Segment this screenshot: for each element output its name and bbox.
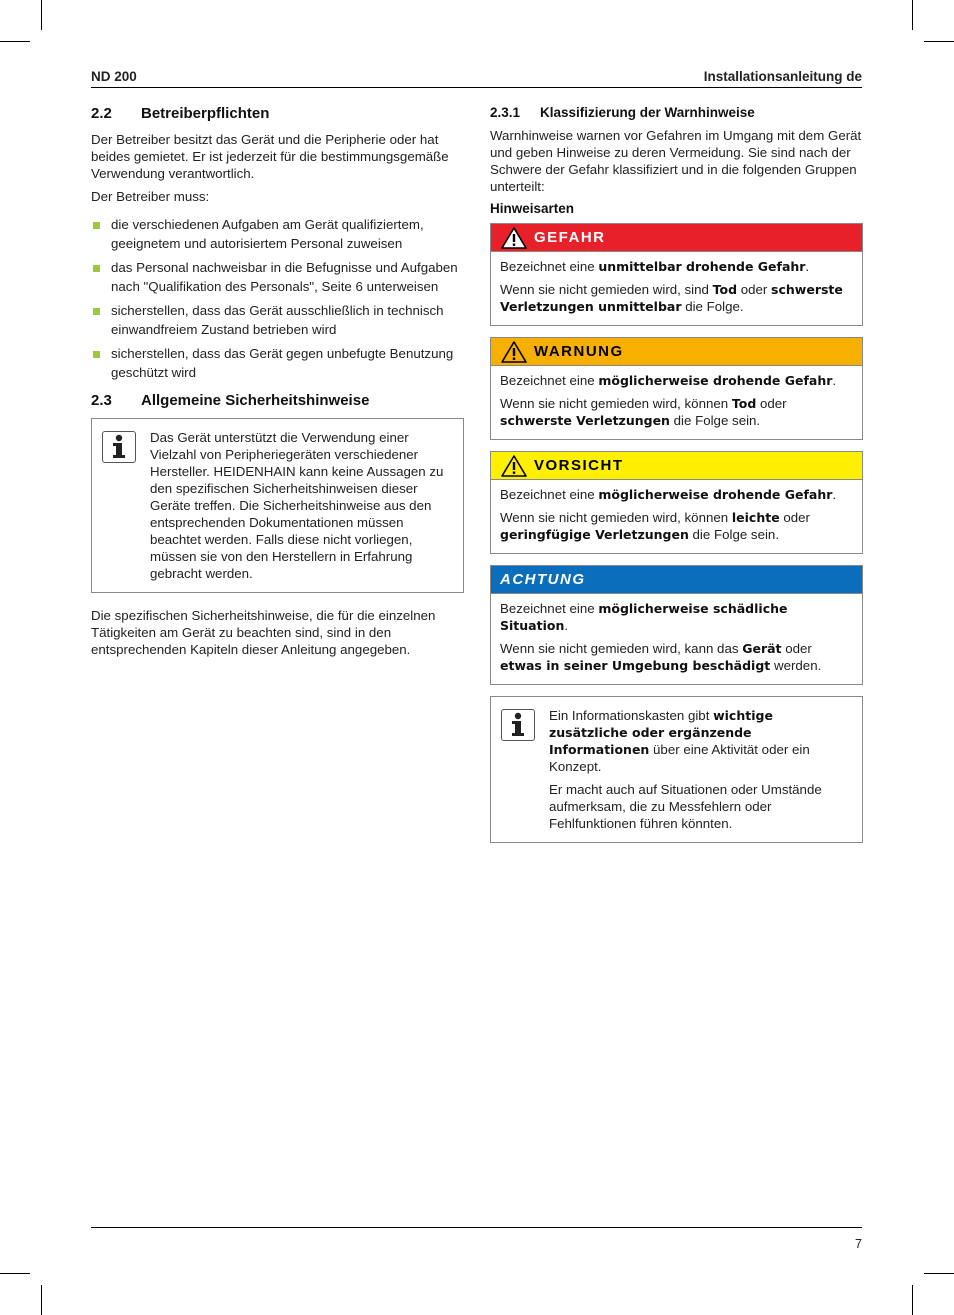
warning-bar-achtung	[491, 566, 862, 594]
warning-line: Wenn sie nicht gemieden wird, können Tod oder schwerste Verletzungen die Folge sein.	[500, 396, 787, 428]
info-box	[490, 696, 863, 843]
warning-triangle-icon	[501, 227, 527, 249]
info-icon	[501, 709, 535, 741]
list-item: das Personal nachweisbar in die Befugnisse und Aufgaben nach "Qualifikation des Personals", Seite 6 unterweisen	[91, 258, 464, 296]
list-item: sicherstellen, dass das Gerät ausschließlich in technisch einwandfreiem Zustand betrieben wird	[91, 301, 464, 339]
crop-mark	[924, 1273, 954, 1274]
info-icon	[102, 431, 136, 463]
left-column	[91, 105, 464, 664]
info-box	[91, 418, 464, 593]
header-product: ND 200	[91, 69, 137, 84]
warning-line: Wenn sie nicht gemieden wird, kann das Gerät oder etwas in seiner Umgebung beschädigt werden.	[500, 641, 822, 673]
warning-bar-warnung	[491, 338, 862, 366]
right-column	[490, 105, 863, 843]
paragraph: Warnhinweise warnen vor Gefahren im Umgang mit dem Gerät und geben Hinweise zu deren Vermeidung. Sie sind nach der Schwere der Gefahr klassifiziert und in die folgenden Gruppen unterteilt:	[490, 128, 862, 194]
bullet-list	[91, 215, 464, 382]
warning-triangle-icon	[501, 341, 527, 363]
bullet-square-icon	[93, 265, 100, 272]
warning-bar-gefahr	[491, 224, 862, 252]
header-doc-title: Installationsanleitung de	[703, 69, 862, 84]
crop-mark	[41, 0, 42, 30]
page-header	[91, 68, 862, 88]
warning-line: Wenn sie nicht gemieden wird, können leichte oder geringfügige Verletzungen die Folge sein.	[500, 510, 810, 542]
warning-label: VORSICHT	[534, 457, 624, 474]
warning-box-warnung	[490, 337, 863, 440]
bullet-square-icon	[93, 308, 100, 315]
crop-mark	[912, 1285, 913, 1315]
info-text: Ein Informationskasten gibt wichtige zusätzliche oder ergänzende Informationen über eine Aktivität oder ein Konzept.	[549, 708, 810, 774]
warning-line: Bezeichnet eine möglicherweise drohende Gefahr.	[500, 373, 837, 388]
warning-triangle-icon	[501, 455, 527, 477]
paragraph: Der Betreiber muss:	[91, 189, 210, 204]
section-heading-2-3: 2.3 Allgemeine Sicherheitshinweise	[91, 392, 370, 409]
warning-box-gefahr	[490, 223, 863, 326]
warning-box-achtung	[490, 565, 863, 685]
page-number: 7	[855, 1237, 862, 1251]
warning-label: WARNUNG	[534, 343, 624, 360]
warning-label: ACHTUNG	[500, 571, 586, 588]
paragraph: Die spezifischen Sicherheitshinweise, die für die einzelnen Tätigkeiten am Gerät zu beachten sind, sind in den entsprechenden Kapiteln dieser Anleitung angegeben.	[91, 608, 436, 657]
bullet-square-icon	[93, 351, 100, 358]
paragraph: Der Betreiber besitzt das Gerät und die Peripherie oder hat beides gemietet. Er ist jederzeit für die bestimmungsgemäße Verwendung verantwortlich.	[91, 132, 449, 181]
warning-line: Bezeichnet eine möglicherweise drohende Gefahr.	[500, 487, 837, 502]
crop-mark	[0, 41, 30, 42]
warning-label: GEFAHR	[534, 229, 606, 246]
info-text: Das Gerät unterstützt die Verwendung einer Vielzahl von Peripheriegeräten verschiedener Hersteller. HEIDENHAIN kann keine Aussagen zu den spezifischen Sicherheitshinweisen dieser Geräte treffen. Die Sicherheitshinweise aus den entsprechenden Dokumentationen müssen beachtet werden. Falls diese nicht vorliegen, müssen sie von den Herstellern in Erfahrung gebracht werden.	[150, 430, 444, 581]
warning-line: Bezeichnet eine möglicherweise schädliche Situation.	[500, 601, 788, 633]
crop-mark	[0, 1273, 30, 1274]
list-item: sicherstellen, dass das Gerät gegen unbefugte Benutzung geschützt wird	[91, 344, 464, 382]
warning-bar-vorsicht	[491, 452, 862, 480]
section-heading-2-2: 2.2 Betreiberpflichten	[91, 105, 270, 122]
warning-line: Bezeichnet eine unmittelbar drohende Gefahr.	[500, 259, 810, 274]
subheading-hinweisarten: Hinweisarten	[490, 201, 575, 216]
section-heading-2-3-1: 2.3.1 Klassifizierung der Warnhinweise	[490, 105, 755, 120]
list-item: die verschiedenen Aufgaben am Gerät qualifiziertem, geeignetem und autorisiertem Personal zuweisen	[91, 215, 464, 253]
crop-mark	[912, 0, 913, 30]
info-text: Er macht auch auf Situationen oder Umstände aufmerksam, die zu Messfehlern oder Fehlfunktionen führen könnten.	[549, 782, 822, 831]
crop-mark	[41, 1285, 42, 1315]
bullet-square-icon	[93, 222, 100, 229]
warning-box-vorsicht	[490, 451, 863, 554]
footer-rule	[91, 1227, 862, 1228]
crop-mark	[924, 41, 954, 42]
warning-line: Wenn sie nicht gemieden wird, sind Tod oder schwerste Verletzungen unmittelbar die Folge.	[500, 282, 843, 314]
